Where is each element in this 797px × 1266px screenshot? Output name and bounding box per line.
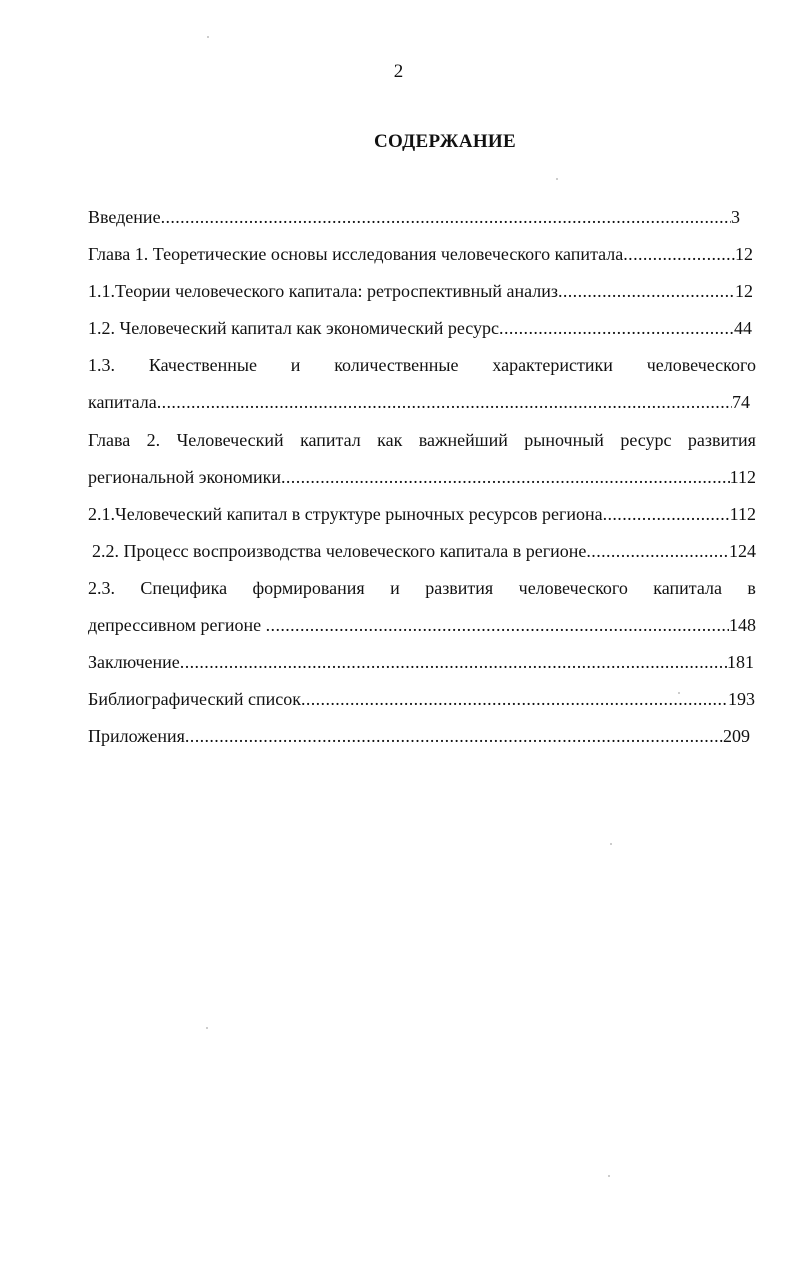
toc-word: Глава (88, 430, 131, 450)
toc-entry-text: капитала (88, 392, 157, 412)
toc-entry-text: 2.1.Человеческий капитал в структуре рыночных ресурсов региона (88, 504, 603, 524)
toc-word: важнейший (418, 430, 508, 450)
toc-entry-page: 193 (728, 689, 755, 709)
toc-word: и (290, 355, 301, 375)
toc-leader-dots (603, 502, 730, 526)
toc-entry-section-2-3-line-2 (88, 613, 756, 637)
toc-entry-text: 1.2. Человеческий капитал как экономический ресурс (88, 318, 500, 338)
toc-leader-dots (157, 390, 732, 414)
toc-entry-section-2-2 (92, 539, 756, 563)
toc-leader-dots (558, 279, 735, 303)
toc-entry-text: региональной экономики (88, 467, 281, 487)
toc-entry-bibliography (88, 687, 755, 711)
toc-entry-text: Глава 1. Теоретические основы исследования человеческого капитала (88, 244, 624, 264)
toc-entry-conclusion (88, 650, 754, 674)
toc-entry-text: Библиографический список (88, 689, 301, 709)
toc-entry-chapter-2-line-2 (88, 465, 756, 489)
toc-entry-page: 124 (729, 541, 756, 561)
toc-entry-page: 112 (729, 467, 756, 487)
toc-word: развития (425, 578, 494, 598)
toc-entry-text: депрессивном регионе (88, 615, 266, 635)
toc-entry-chapter-2-line-1 (88, 428, 756, 452)
toc-word: количественные (334, 355, 459, 375)
scan-speck (556, 178, 558, 180)
toc-entry-page: 44 (734, 318, 752, 338)
toc-word: человеческого (518, 578, 628, 598)
scan-speck (207, 36, 209, 38)
scan-speck (608, 1175, 610, 1177)
toc-word: человеческого (646, 355, 756, 375)
toc-leader-dots (623, 242, 735, 266)
toc-entry-page: 74 (732, 392, 750, 412)
toc-entry-section-2-3-line-1 (88, 576, 756, 600)
toc-entry-section-1-1 (88, 279, 753, 303)
toc-word: 2. (146, 430, 161, 450)
toc-word: формирования (252, 578, 365, 598)
toc-word: капитала (653, 578, 722, 598)
toc-entry-page: 209 (723, 726, 750, 746)
toc-entry-text: 2.2. Процесс воспроизводства человеческого капитала в регионе (92, 541, 587, 561)
toc-word: характеристики (492, 355, 613, 375)
toc-word: в (747, 578, 756, 598)
scan-speck (678, 692, 680, 694)
toc-entry-page: 112 (729, 504, 756, 524)
page-number: 2 (393, 61, 404, 82)
toc-word: Качественные (148, 355, 257, 375)
toc-entry-page: 148 (729, 615, 756, 635)
toc-word: 1.3. (88, 355, 115, 375)
toc-entry-page: 12 (735, 244, 753, 264)
toc-leader-dots (586, 539, 729, 563)
toc-entry-text: Введение (88, 207, 161, 227)
scan-speck (610, 843, 612, 845)
toc-entry-section-2-1 (88, 502, 756, 526)
toc-entry-section-1-3-line-1 (88, 353, 756, 377)
toc-leader-dots (185, 724, 723, 748)
toc-entry-text: Приложения (88, 726, 185, 746)
scan-speck (206, 1027, 208, 1029)
toc-entry-text: Заключение (88, 652, 180, 672)
toc-word: Специфика (140, 578, 228, 598)
toc-entry-section-1-2 (88, 316, 752, 340)
toc-leader-dots (499, 316, 734, 340)
toc-word: рыночный (524, 430, 604, 450)
toc-entry-page: 181 (727, 652, 754, 672)
toc-word: ресурс (620, 430, 672, 450)
toc-leader-dots (266, 613, 729, 637)
toc-leader-dots (161, 205, 731, 229)
toc-title: СОДЕРЖАНИЕ (374, 131, 516, 152)
toc-entry-appendices (88, 724, 750, 748)
toc-word: и (390, 578, 400, 598)
toc-word: Человеческий (176, 430, 284, 450)
toc-word: 2.3. (88, 578, 115, 598)
toc-entry-page: 3 (731, 207, 740, 227)
toc-word: развития (687, 430, 756, 450)
toc-word: капитал (300, 430, 361, 450)
toc-word: как (377, 430, 403, 450)
toc-entry-page: 12 (735, 281, 753, 301)
toc-entry-chapter-1 (88, 242, 753, 266)
toc-entry-section-1-3-line-2 (88, 390, 750, 414)
toc-leader-dots (301, 687, 728, 711)
toc-leader-dots (180, 650, 727, 674)
toc-entry-text: 1.1.Теории человеческого капитала: ретроспективный анализ (88, 281, 558, 301)
toc-leader-dots (281, 465, 730, 489)
toc-entry-intro (88, 205, 740, 229)
